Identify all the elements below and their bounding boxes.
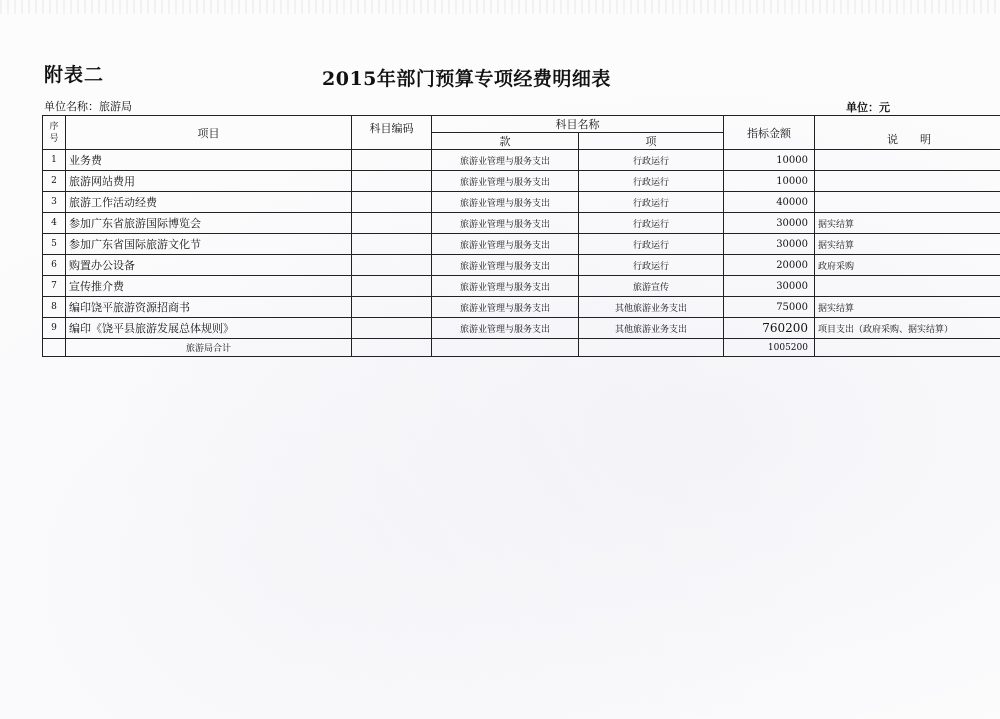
row-code (352, 318, 432, 339)
row-xiang: 行政运行 (579, 213, 724, 234)
row-item: 宣传推介费 (66, 276, 352, 297)
row-seq: 3 (43, 192, 66, 213)
row-seq: 4 (43, 213, 66, 234)
row-amount: 30000 (724, 213, 815, 234)
row-xiang: 行政运行 (579, 192, 724, 213)
row-seq: 6 (43, 255, 66, 276)
header-subject-name: 科目名称 (432, 116, 724, 133)
row-kuan: 旅游业管理与服务支出 (432, 318, 579, 339)
row-amount: 10000 (724, 150, 815, 171)
row-code (352, 171, 432, 192)
row-note (815, 192, 1000, 213)
row-code (352, 297, 432, 318)
row-xiang: 其他旅游业务支出 (579, 297, 724, 318)
document-title: 2015年部门预算专项经费明细表 (322, 68, 611, 90)
row-code (352, 150, 432, 171)
row-xiang: 行政运行 (579, 255, 724, 276)
row-kuan: 旅游业管理与服务支出 (432, 255, 579, 276)
scan-edge (0, 0, 1000, 14)
total-label: 旅游局合计 (66, 339, 352, 357)
budget-table (42, 115, 1000, 357)
row-note: 据实结算 (815, 213, 1000, 234)
row-item: 购置办公设备 (66, 255, 352, 276)
total-note (815, 339, 1000, 357)
table-row (43, 171, 1000, 192)
header-kuan: 款 (432, 133, 579, 150)
row-code (352, 213, 432, 234)
total-amount: 1005200 (724, 339, 815, 357)
row-xiang: 行政运行 (579, 150, 724, 171)
currency-unit: 单位：元 (846, 101, 890, 114)
row-code (352, 255, 432, 276)
row-amount: 30000 (724, 276, 815, 297)
row-amount: 40000 (724, 192, 815, 213)
total-empty-cell (352, 339, 432, 357)
row-item: 参加广东省旅游国际博览会 (66, 213, 352, 234)
row-amount: 75000 (724, 297, 815, 318)
unit-name: 单位名称：旅游局 (44, 100, 132, 113)
row-note: 政府采购 (815, 255, 1000, 276)
table-row (43, 192, 1000, 213)
header-note: 说 明 (815, 116, 1000, 150)
total-empty-cell (579, 339, 724, 357)
row-item: 业务费 (66, 150, 352, 171)
row-kuan: 旅游业管理与服务支出 (432, 276, 579, 297)
row-kuan: 旅游业管理与服务支出 (432, 171, 579, 192)
table-row (43, 297, 1000, 318)
table-row (43, 213, 1000, 234)
header-item: 项目 (66, 116, 352, 150)
table-row (43, 255, 1000, 276)
row-amount: 30000 (724, 234, 815, 255)
row-seq: 2 (43, 171, 66, 192)
row-item: 旅游网站费用 (66, 171, 352, 192)
row-note: 据实结算 (815, 297, 1000, 318)
total-row (43, 339, 1000, 357)
row-note: 项目支出（政府采购、据实结算） (815, 318, 1000, 339)
row-xiang: 其他旅游业务支出 (579, 318, 724, 339)
header-xiang: 项 (579, 133, 724, 150)
row-note (815, 276, 1000, 297)
total-empty-cell (432, 339, 579, 357)
annex-label: 附表二 (44, 64, 105, 86)
row-item: 编印饶平旅游资源招商书 (66, 297, 352, 318)
total-seq (43, 339, 66, 357)
header-code: 科目编码 (352, 116, 432, 150)
table-row (43, 234, 1000, 255)
table-row (43, 276, 1000, 297)
row-xiang: 旅游宣传 (579, 276, 724, 297)
header-amount: 指标金额 (724, 116, 815, 150)
row-note: 据实结算 (815, 234, 1000, 255)
table-row (43, 318, 1000, 339)
header-seq: 序号 (43, 116, 66, 150)
row-note (815, 150, 1000, 171)
row-seq: 9 (43, 318, 66, 339)
row-note (815, 171, 1000, 192)
row-xiang: 行政运行 (579, 171, 724, 192)
row-amount: 10000 (724, 171, 815, 192)
row-seq: 5 (43, 234, 66, 255)
row-seq: 7 (43, 276, 66, 297)
row-kuan: 旅游业管理与服务支出 (432, 234, 579, 255)
row-amount: 20000 (724, 255, 815, 276)
table-row (43, 150, 1000, 171)
row-code (352, 234, 432, 255)
row-item: 参加广东省国际旅游文化节 (66, 234, 352, 255)
header-row-1 (43, 116, 1000, 133)
row-seq: 1 (43, 150, 66, 171)
row-item: 旅游工作活动经费 (66, 192, 352, 213)
row-kuan: 旅游业管理与服务支出 (432, 150, 579, 171)
row-seq: 8 (43, 297, 66, 318)
row-item: 编印《饶平县旅游发展总体规则》 (66, 318, 352, 339)
row-code (352, 192, 432, 213)
row-amount: 760200 (724, 318, 815, 339)
row-kuan: 旅游业管理与服务支出 (432, 213, 579, 234)
row-kuan: 旅游业管理与服务支出 (432, 192, 579, 213)
row-kuan: 旅游业管理与服务支出 (432, 297, 579, 318)
row-code (352, 276, 432, 297)
row-xiang: 行政运行 (579, 234, 724, 255)
